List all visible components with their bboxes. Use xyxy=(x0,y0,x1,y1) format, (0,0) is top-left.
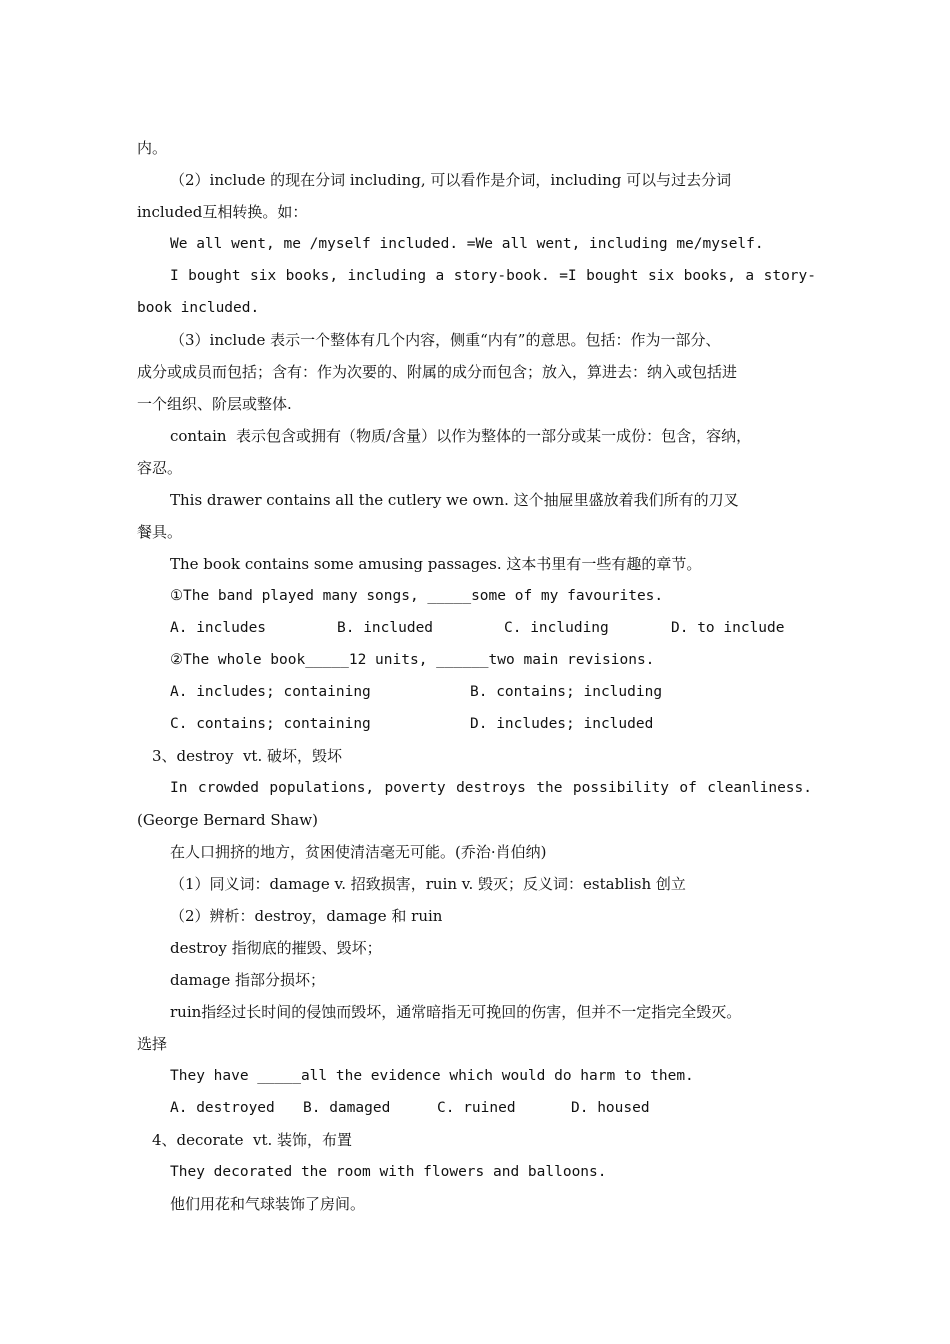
text-line: 成分或成员而包括；含有：作为次要的、附属的成分而包含；放入，算进去：纳入或包括进 xyxy=(137,363,738,381)
example-sentence: book included. xyxy=(137,300,260,316)
text-line: 内。 xyxy=(137,139,168,157)
option-a: A. includes xyxy=(170,620,267,636)
translation: 在人口拥挤的地方，贫困使清洁毫无可能。(乔治·肖伯纳) xyxy=(170,843,547,861)
option-b: B. damaged xyxy=(303,1100,391,1116)
option-c: C. contains; containing xyxy=(170,716,371,732)
text-line: （2）include 的现在分词 including, 可以看作是介词，including 可以与过去分词 xyxy=(170,171,732,189)
text-line: ruin指经过长时间的侵蚀而毁坏，通常暗指无可挽回的伤害，但并不一定指完全毁灭。 xyxy=(170,1003,742,1021)
option-d: D. housed xyxy=(571,1100,650,1116)
option-a: A. includes; containing xyxy=(170,684,371,700)
text-line: 选择 xyxy=(137,1035,168,1053)
option-b: B. contains; including xyxy=(470,684,663,700)
example-sentence: The book contains some amusing passages. 这本书里有一些有趣的章节。 xyxy=(170,555,702,573)
section-heading: 3、destroy vt. 破坏，毁坏 xyxy=(152,747,342,765)
section-heading: 4、decorate vt. 装饰，布置 xyxy=(152,1131,353,1149)
citation: (George Bernard Shaw) xyxy=(137,811,318,829)
option-c: C. including xyxy=(504,620,609,636)
text-line: contain 表示包含或拥有（物质/含量）以作为整体的一部分或某一成份：包含，容纳， xyxy=(170,427,752,445)
example-sentence: We all went, me /myself included. =We all went, including me/myself. xyxy=(170,236,764,252)
text-line: （3）include 表示一个整体有几个内容，侧重“内有”的意思。包括：作为一部分、 xyxy=(170,331,721,349)
option-d: D. includes; included xyxy=(470,716,654,732)
text-line: destroy 指彻底的摧毁、毁坏； xyxy=(170,939,382,957)
text-line: 一个组织、阶层或整体. xyxy=(137,395,292,413)
text-line: （1）同义词：damage v. 招致损害，ruin v. 毁灭；反义词：establish 创立 xyxy=(170,875,686,893)
text-line: 餐具。 xyxy=(137,523,183,541)
translation: 他们用花和气球装饰了房间。 xyxy=(170,1195,366,1213)
option-b: B. included xyxy=(337,620,434,636)
option-d: D. to include xyxy=(671,620,785,636)
exercise-question: ①The band played many songs, _____some of my favourites. xyxy=(170,588,664,604)
example-sentence: This drawer contains all the cutlery we own. 这个抽屉里盛放着我们所有的刀叉 xyxy=(170,491,739,509)
example-sentence: In crowded populations, poverty destroys the possibility of cleanliness. xyxy=(170,780,812,796)
exercise-question: ②The whole book_____12 units, ______two main revisions. xyxy=(170,652,655,668)
text-line: 容忍。 xyxy=(137,459,183,477)
example-sentence: I bought six books, including a story-book. =I bought six books, a story- xyxy=(170,268,816,284)
text-line: damage 指部分损坏； xyxy=(170,971,325,989)
text-line: included互相转换。如： xyxy=(137,203,308,221)
option-a: A. destroyed xyxy=(170,1100,275,1116)
option-c: C. ruined xyxy=(437,1100,516,1116)
example-sentence: They decorated the room with flowers and balloons. xyxy=(170,1164,607,1180)
text-line: （2）辨析：destroy，damage 和 ruin xyxy=(170,907,443,925)
exercise-question: They have _____all the evidence which would do harm to them. xyxy=(170,1068,694,1084)
